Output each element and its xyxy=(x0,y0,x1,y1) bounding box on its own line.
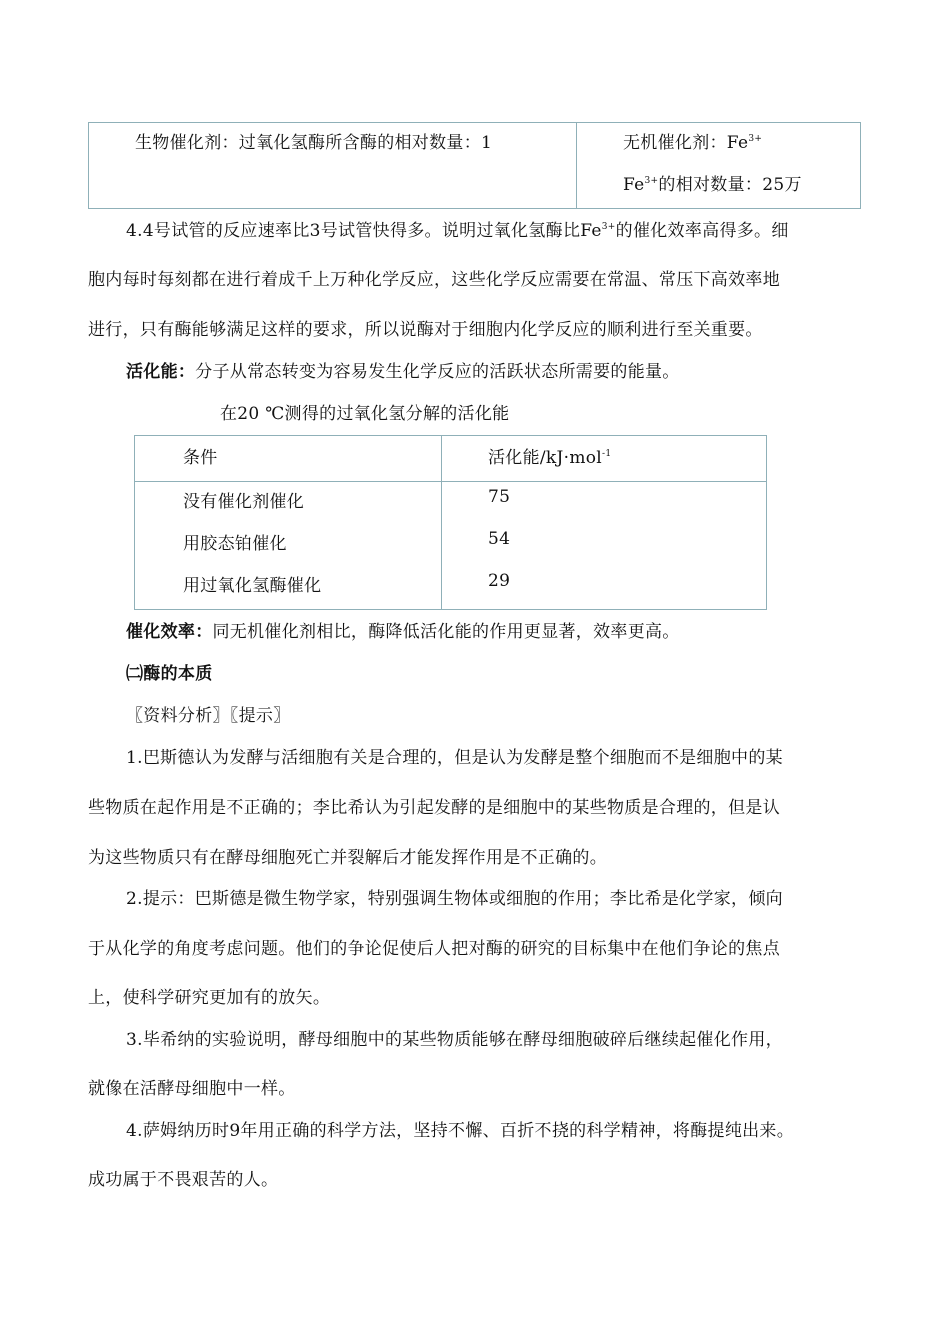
term-label: 催化效率： xyxy=(126,622,213,642)
table-cell-condition: 用过氧化氢酶催化 xyxy=(183,576,322,596)
bio-catalyst-cell: 生物催化剂：过氧化氢酶所含酶的相对数量：1 xyxy=(135,133,493,153)
answer-line: 就像在活酵母细胞中一样。 xyxy=(88,1079,296,1099)
answer-line: 3.毕希纳的实验说明，酵母细胞中的某些物质能够在酵母细胞破碎后继续起催化作用， xyxy=(126,1030,783,1050)
table-cell-value: 29 xyxy=(488,571,511,591)
paragraph-line: 4.4号试管的反应速率比3号试管快得多。说明过氧化氢酶比$Fe^{3+}$的催化效率高得多。细 xyxy=(126,221,789,241)
table-cell-condition: 没有催化剂催化 xyxy=(183,492,305,512)
table-cell-condition: 用胶态铂催化 xyxy=(183,534,287,554)
activation-energy-definition: 活化能：分子从常态转变为容易发生化学反应的活跃状态所需要的能量。 xyxy=(126,362,680,382)
answer-line: 些物质在起作用是不正确的；李比希认为引起发酵的是细胞中的某些物质是合理的，但是认 xyxy=(88,798,780,818)
catalytic-efficiency-definition: 催化效率：同无机催化剂相比，酶降低活化能的作用更显著，效率更高。 xyxy=(126,622,680,642)
table-cell-value: 75 xyxy=(488,487,511,507)
fe-count-cell: $Fe^{3+}$的相对数量：25万 xyxy=(623,175,802,195)
subheading: 〖资料分析〗〖提示〗 xyxy=(126,706,291,726)
answer-line: 上，使科学研究更加有的放矢。 xyxy=(88,988,331,1008)
table-header-condition: 条件 xyxy=(183,448,218,468)
table-cell-value: 54 xyxy=(488,529,511,549)
answer-line: 为这些物质只有在酵母细胞死亡并裂解后才能发挥作用是不正确的。 xyxy=(88,848,607,868)
paragraph-line: 胞内每时每刻都在进行着成千上万种化学反应，这些化学反应需要在常温、常压下高效率地 xyxy=(88,270,780,290)
answer-line: 成功属于不畏艰苦的人。 xyxy=(88,1170,279,1190)
table-divider xyxy=(441,436,442,609)
inorganic-catalyst-cell: 无机催化剂：$Fe^{3+}$ xyxy=(623,133,763,153)
table-caption: 在20 ℃测得的过氧化氢分解的活化能 xyxy=(220,404,510,424)
table-divider xyxy=(135,481,766,482)
answer-line: 于从化学的角度考虑问题。他们的争论促使后人把对酶的研究的目标集中在他们争论的焦点 xyxy=(88,939,780,959)
answer-line: 4.萨姆纳历时9年用正确的科学方法，坚持不懈、百折不挠的科学精神，将酶提纯出来。 xyxy=(126,1121,795,1141)
term-label: 活化能： xyxy=(126,362,196,382)
answer-line: 1.巴斯德认为发酵与活细胞有关是合理的，但是认为发酵是整个细胞而不是细胞中的某 xyxy=(126,748,783,768)
answer-line: 2.提示：巴斯德是微生物学家，特别强调生物体或细胞的作用；李比希是化学家，倾向 xyxy=(126,889,783,909)
table-header-energy: 活化能/kJ·mol$^{-1}$ xyxy=(488,448,612,468)
section-heading: ㈡酶的本质 xyxy=(126,664,213,684)
paragraph-line: 进行，只有酶能够满足这样的要求，所以说酶对于细胞内化学反应的顺利进行至关重要。 xyxy=(88,320,763,340)
table-divider xyxy=(576,123,577,208)
